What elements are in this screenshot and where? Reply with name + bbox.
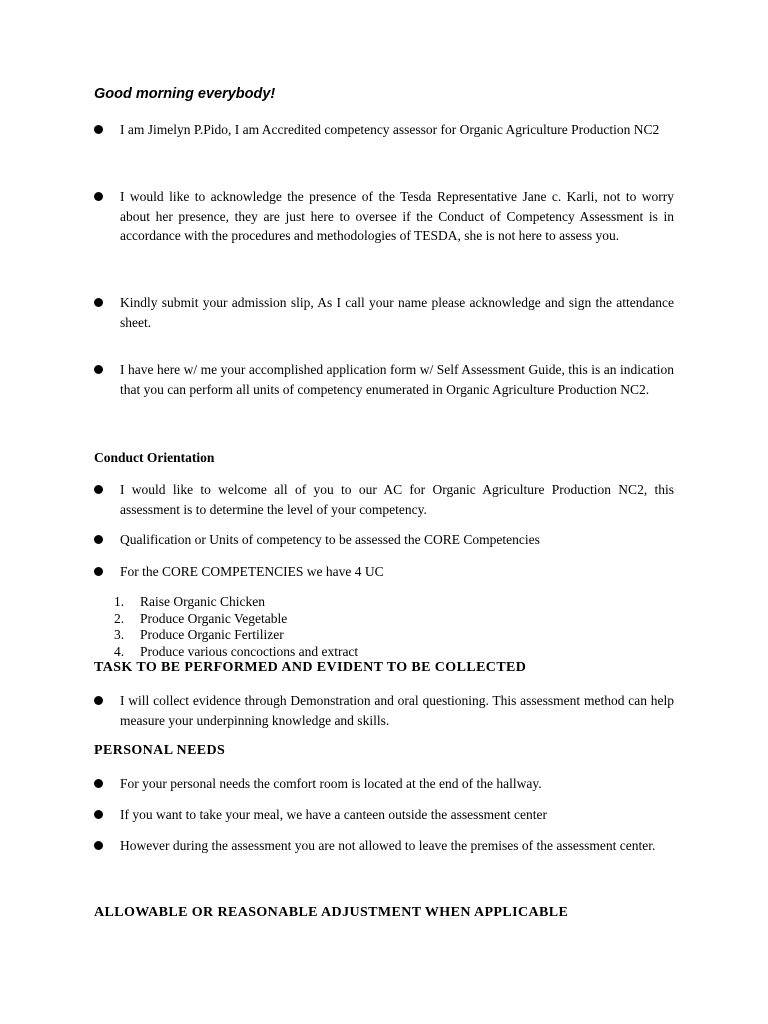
list-item	[94, 627, 358, 644]
list-item-label: Raise Organic Chicken	[140, 594, 265, 609]
bullet-item	[94, 480, 674, 519]
bullet-dot-icon	[94, 696, 103, 705]
section-heading-adjustment: ALLOWABLE OR REASONABLE ADJUSTMENT WHEN APPLICABLE	[94, 905, 569, 920]
bullet-text: I am Jimelyn P.Pido, I am Accredited competency assessor for Organic Agriculture Production NC2	[120, 122, 660, 137]
bullet-text: I have here w/ me your accomplished application form w/ Self Assessment Guide, this is an indication that you can perform all units of competency enumerated in Organic Agriculture Production NC2.	[120, 362, 674, 397]
bullet-text: For your personal needs the comfort room is located at the end of the hallway.	[120, 776, 542, 791]
list-item-label: Produce various concoctions and extract	[140, 643, 359, 659]
core-units-list	[94, 594, 358, 660]
bullet-dot-icon	[94, 810, 103, 819]
greeting-heading: Good morning everybody!	[94, 86, 276, 102]
bullet-text: For the CORE COMPETENCIES we have 4 UC	[120, 564, 384, 579]
bullet-dot-icon	[94, 485, 103, 494]
bullet-item	[94, 774, 674, 794]
bullet-item	[94, 691, 674, 730]
bullet-dot-icon	[94, 567, 103, 576]
section-heading-personal-needs: PERSONAL NEEDS	[94, 743, 226, 758]
list-number: 2.	[114, 610, 125, 626]
bullet-item	[94, 562, 674, 582]
bullet-text: However during the assessment you are not allowed to leave the premises of the assessment center.	[120, 838, 656, 853]
list-item	[94, 611, 358, 628]
list-number: 1.	[114, 594, 125, 609]
bullet-text: Kindly submit your admission slip, As I call your name please acknowledge and sign the attendance sheet.	[120, 295, 674, 330]
list-item	[94, 644, 358, 661]
bullet-dot-icon	[94, 298, 103, 307]
bullet-dot-icon	[94, 535, 103, 544]
bullet-dot-icon	[94, 125, 103, 134]
bullet-dot-icon	[94, 192, 103, 201]
bullet-item	[94, 187, 674, 246]
bullet-item	[94, 805, 674, 825]
bullet-text: I would like to welcome all of you to our AC for Organic Agriculture Production NC2, this assessment is to determine the level of your competency.	[120, 482, 674, 517]
bullet-text: I will collect evidence through Demonstration and oral questioning. This assessment method can help measure your underpinning knowledge and skills.	[120, 693, 674, 728]
list-number: 4.	[114, 643, 125, 659]
bullet-text: If you want to take your meal, we have a canteen outside the assessment center	[120, 807, 547, 822]
bullet-item	[94, 530, 674, 550]
bullet-item	[94, 836, 674, 856]
bullet-dot-icon	[94, 841, 103, 850]
bullet-item	[94, 293, 674, 332]
bullet-item	[94, 120, 674, 140]
list-number: 3.	[114, 627, 125, 642]
bullet-text: Qualification or Units of competency to be assessed the CORE Competencies	[120, 532, 540, 547]
bullet-item	[94, 360, 674, 399]
list-item-label: Produce Organic Vegetable	[140, 610, 288, 626]
section-heading-task: TASK TO BE PERFORMED AND EVIDENT TO BE COLLECTED	[94, 660, 527, 675]
bullet-dot-icon	[94, 779, 103, 788]
list-item-label: Produce Organic Fertilizer	[140, 627, 284, 642]
bullet-text: I would like to acknowledge the presence of the Tesda Representative Jane c. Karli, not to worry about her presence, they are just here to oversee if the Conduct of Competency Assessment is in accordance with the procedures and methodologies of TESDA, she is not here to assess you.	[120, 189, 674, 243]
bullet-dot-icon	[94, 365, 103, 374]
section-heading-orientation: Conduct Orientation	[94, 450, 215, 465]
list-item	[94, 594, 358, 611]
